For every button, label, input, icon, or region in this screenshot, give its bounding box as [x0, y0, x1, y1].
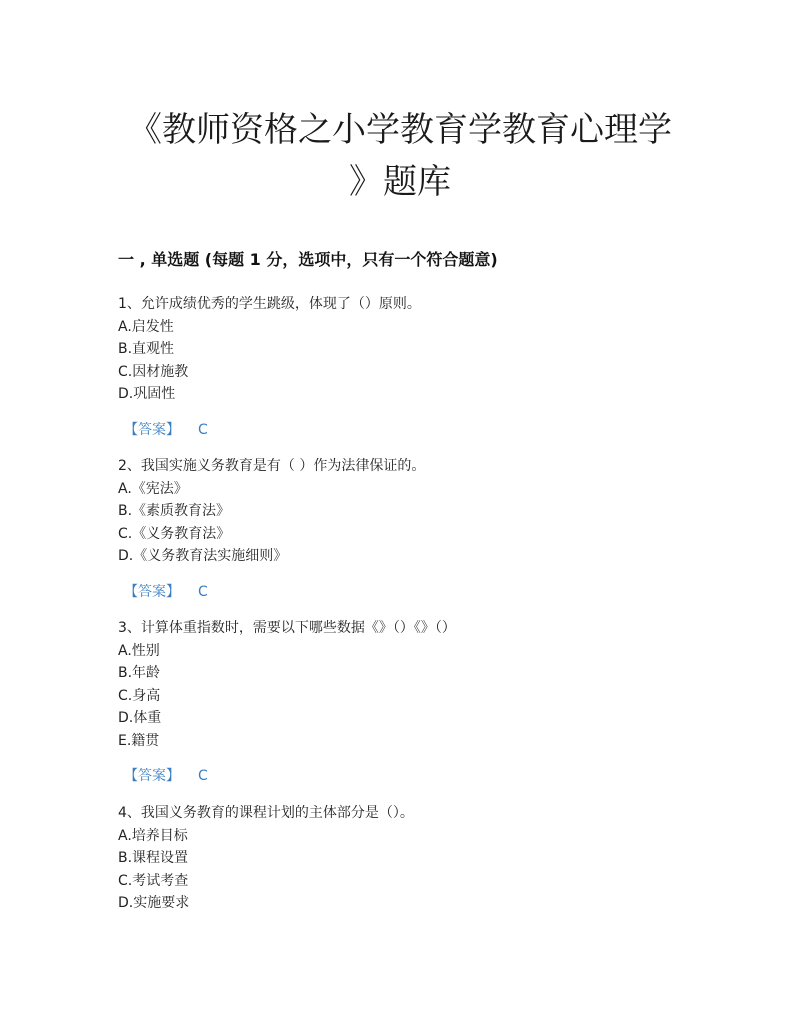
document-title [100, 104, 700, 208]
question-stem: 1、允许成绩优秀的学生跳级，体现了（）原则。 [118, 296, 421, 312]
question-stem: 3、计算体重指数时，需要以下哪些数据《》（）《》（） [118, 620, 456, 636]
option-e: E.籍贯 [118, 732, 160, 749]
title-line-1: 《教师资格之小学教育学教育心理学 [128, 110, 672, 150]
answer-label: 【答案】 [124, 583, 180, 600]
question-2 [118, 455, 698, 603]
option-c: C.因材施教 [118, 363, 189, 380]
option-c: C.《义务教育法》 [118, 525, 231, 542]
answer-line [124, 581, 698, 603]
answer-line [124, 765, 698, 787]
option-b: B.《素质教育法》 [118, 503, 231, 519]
option-c: C.身高 [118, 687, 161, 704]
question-1 [118, 293, 698, 441]
option-d: D.体重 [118, 710, 162, 726]
option-a: A.培养目标 [118, 827, 188, 844]
answer-line [124, 419, 698, 441]
question-stem: 4、我国义务教育的课程计划的主体部分是（）。 [118, 805, 414, 821]
question-3 [118, 617, 698, 787]
answer-label: 【答案】 [124, 421, 180, 438]
answer-label: 【答案】 [124, 768, 180, 784]
question-4 [118, 802, 698, 915]
option-c: C.考试考查 [118, 872, 189, 889]
option-d: D.巩固性 [118, 386, 176, 402]
option-a: A.性别 [118, 642, 160, 659]
section-heading: 一 , 单选题 (每题 1 分，选项中，只有一个符合题意) [118, 250, 498, 269]
option-b: B.直观性 [118, 341, 175, 357]
option-b: B.课程设置 [118, 850, 189, 866]
answer-value: C [198, 768, 208, 784]
question-stem: 2、我国实施义务教育是有（ ）作为法律保证的。 [118, 458, 426, 474]
option-b: B.年龄 [118, 665, 161, 681]
option-a: A.《宪法》 [118, 480, 188, 497]
option-d: D.实施要求 [118, 895, 190, 911]
option-a: A.启发性 [118, 318, 174, 335]
answer-value: C [198, 583, 208, 600]
title-line-2: 》题库 [349, 162, 451, 202]
answer-value: C [198, 421, 208, 438]
option-d: D.《义务教育法实施细则》 [118, 548, 288, 564]
